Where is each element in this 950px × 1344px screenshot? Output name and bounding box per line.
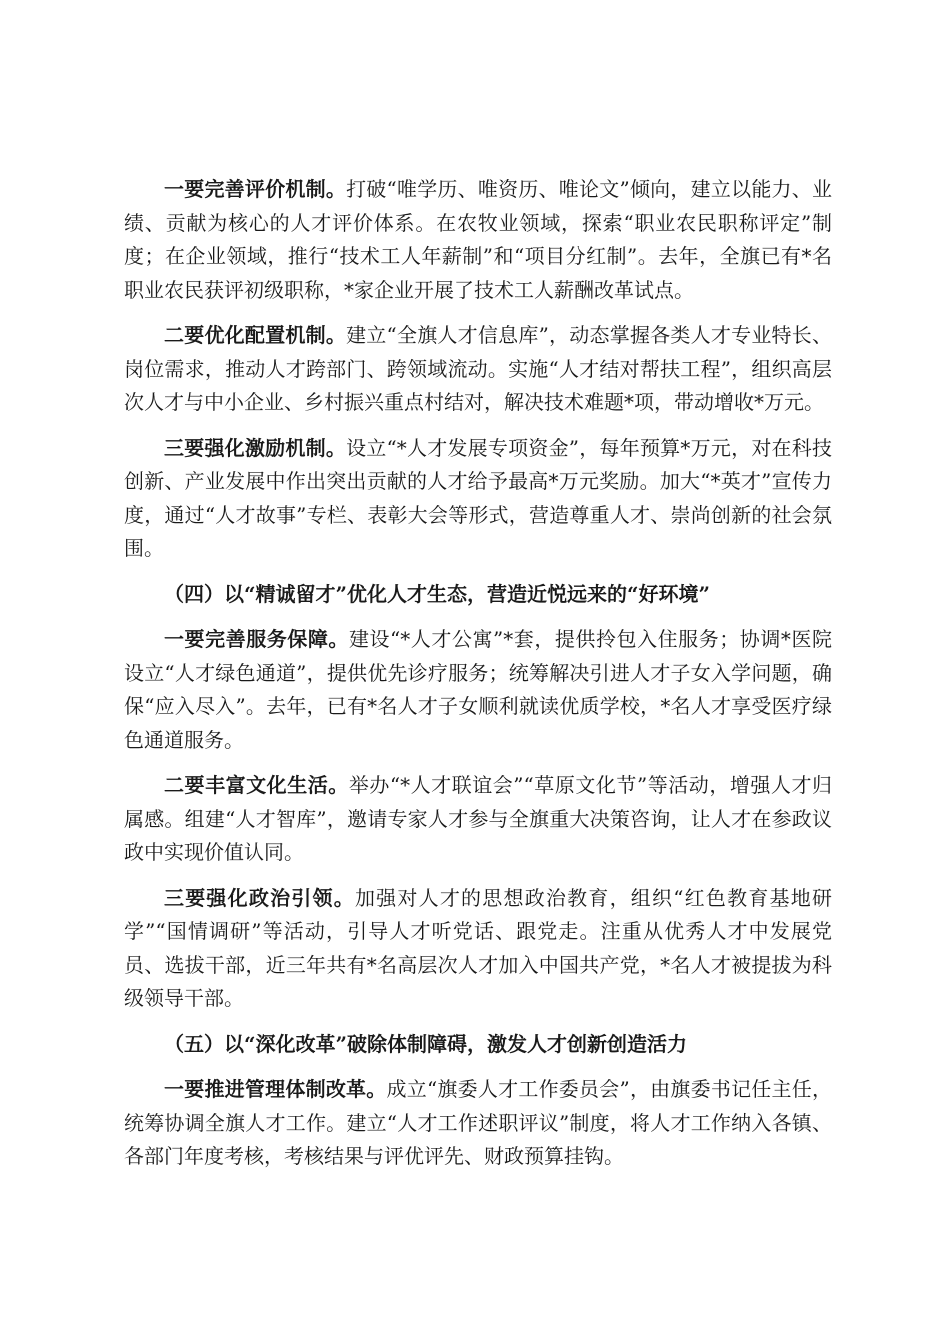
paragraph-lead: 二要丰富文化生活。 xyxy=(164,773,349,797)
paragraph-text: 设立“*人才发展专项资金”，每年预算*万元，对在科技创新、产业发展中作出突出贡献的人才给予最高*万元奖励。加大“*英才”宣传力度，通过“人才故事”专栏、表彰大会等形式，营造尊重人才、崇尚创新的社会氛围。 xyxy=(124,435,833,560)
document-body xyxy=(124,173,832,1186)
paragraph-political-guidance xyxy=(124,882,832,1016)
paragraph-incentive-mechanism xyxy=(124,432,832,566)
section-heading-5: （五）以“深化改革”破除体制障碍，激发人才创新创造活力 xyxy=(164,1031,688,1056)
paragraph-lead: 一要推进管理体制改革。 xyxy=(164,1077,387,1101)
paragraph-text: 建设“*人才公寓”*套，提供拎包入住服务；协调*医院设立“人才绿色通道”，提供优先诊疗服务；统筹解决引进人才子女入学问题，确保“应入尽入”。去年，已有*名人才子女顺利就读优质学校，*名人才享受医疗绿色通道服务。 xyxy=(124,627,832,752)
paragraph-text: 加强对人才的思想政治教育，组织“红色教育基地研学”“国情调研”等活动，引导人才听党话、跟党走。注重从优秀人才中发展党员、选拔干部，近三年共有*名高层次人才加入中国共产党，*名人才被提拔为科级领导干部。 xyxy=(124,885,832,1010)
paragraph-text: 举办“*人才联谊会”“草原文化节”等活动，增强人才归属感。组建“人才智库”，邀请专家人才参与全旗重大决策咨询，让人才在参政议政中实现价值认同。 xyxy=(124,773,832,864)
paragraph-lead: 一要完善服务保障。 xyxy=(164,627,349,651)
paragraph-lead: 一要完善评价机制。 xyxy=(164,177,347,201)
paragraph-cultural-life xyxy=(124,769,832,870)
paragraph-management-reform xyxy=(124,1073,832,1174)
paragraph-allocation-mechanism xyxy=(124,319,832,420)
paragraph-lead: 三要强化激励机制。 xyxy=(164,435,347,460)
paragraph-text: 建立“全旗人才信息库”，动态掌握各类人才专业特长、岗位需求，推动人才跨部门、跨领域流动。实施“人才结对帮扶工程”，组织高层次人才与中小企业、乡村振兴重点村结对，解决技术难题*项，带动增收*万元。 xyxy=(124,323,833,414)
paragraph-text: 成立“旗委人才工作委员会”，由旗委书记任主任，统筹协调全旗人才工作。建立“人才工作述职评议”制度，将人才工作纳入各镇、各部门年度考核，考核结果与评优评先、财政预算挂钩。 xyxy=(124,1077,832,1168)
paragraph-service-guarantee xyxy=(124,623,832,757)
paragraph-text: 打破“唯学历、唯资历、唯论文”倾向，建立以能力、业绩、贡献为核心的人才评价体系。在农牧业领域，探索“职业农民职称评定”制度；在企业领域，推行“技术工人年薪制”和“项目分红制”。去年，全旗已有*名职业农民获评初级职称，*家企业开展了技术工人薪酬改革试点。 xyxy=(124,177,833,302)
paragraph-evaluation-mechanism xyxy=(124,173,832,307)
paragraph-lead: 二要优化配置机制。 xyxy=(164,323,347,347)
paragraph-lead: 三要强化政治引领。 xyxy=(164,885,355,910)
section-heading-4: （四）以“精诚留才”优化人才生态，营造近悦远来的“好环境” xyxy=(164,581,711,606)
